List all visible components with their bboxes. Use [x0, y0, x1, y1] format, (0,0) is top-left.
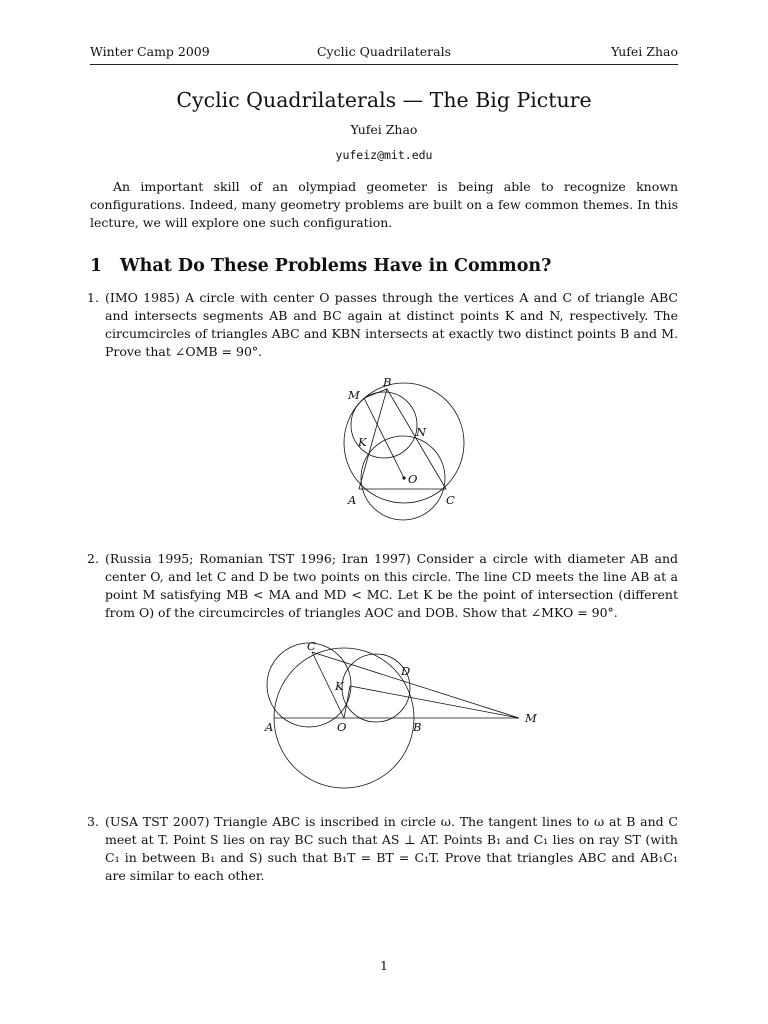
section-heading [90, 256, 551, 276]
author-name: Yufei Zhao [350, 122, 418, 137]
segment-mo [364, 398, 404, 478]
problem-text: (IMO 1985) A circle with center O passes through the vertices A and C of triangle ABC and intersects segments AB and BC again at distinct points K and N, respectively. The circumcircles of triangles ABC and KBN intersects at exactly two distinct points B and M. Prove that ∠OMB = 90°. [105, 290, 678, 359]
circumcircle-dob [342, 654, 410, 722]
label-b: B [413, 720, 422, 734]
center-o-dot [402, 476, 405, 479]
label-o: O [408, 472, 418, 486]
page-number: 1 [380, 958, 388, 973]
label-c: C [307, 640, 316, 653]
header-center: Cyclic Quadrilaterals [316, 44, 452, 59]
figure-2-diagram [255, 640, 555, 790]
problem-item [87, 813, 678, 885]
problem-item [87, 289, 678, 361]
header-rule [90, 64, 678, 65]
problem-text: (USA TST 2007) Triangle ABC is inscribed in circle ω. The tangent lines to ω at B and C meet at T. Point S lies on ray BC such that AS ⊥ AT. Points B₁ and C₁ lies on ray ST (with C₁ in between B₁ and S) such that B₁T = BT = C₁T. Prove that triangles ABC and AB₁C₁ are similar to each other. [105, 814, 678, 883]
problem-number: 2. [87, 551, 99, 566]
label-n: N [416, 425, 427, 439]
label-k: K [335, 679, 344, 693]
figure-1-diagram [330, 376, 470, 526]
label-k: K [358, 435, 367, 449]
section-title: What Do These Problems Have in Common? [120, 256, 552, 276]
label-b: B [383, 376, 392, 389]
triangle-abc [359, 389, 446, 489]
section-number: 1 [90, 256, 103, 276]
intro-paragraph: An important skill of an olympiad geometer is being able to recognize known configurations. Indeed, many geometry problems are built on a few common themes. In this lecture, we will explore one such configuration. [90, 179, 678, 230]
header-left: Winter Camp 2009 [90, 44, 210, 59]
header-right: Yufei Zhao [611, 44, 678, 59]
paper-title: Cyclic Quadrilaterals — The Big Picture [176, 88, 592, 112]
label-a: A [265, 720, 274, 734]
label-m: M [525, 711, 537, 725]
label-m: M [348, 388, 360, 402]
label-d: D [401, 664, 411, 678]
label-a: A [348, 493, 357, 507]
running-header [90, 44, 678, 62]
label-o: O [337, 720, 347, 734]
problem-number: 1. [87, 290, 99, 305]
problem-text: (Russia 1995; Romanian TST 1996; Iran 1997) Consider a circle with diameter AB and center O, and let C and D be two points on this circle. The line CD meets the line AB at a point M satisfying MB < MA and MD < MC. Let K be the point of intersection (different from O) of the circumcircles of triangles AOC and DOB. Show that ∠MKO = 90°. [105, 551, 678, 620]
problem-item [87, 550, 678, 622]
author-email: yufeiz@mit.edu [335, 148, 433, 162]
label-c: C [446, 493, 455, 507]
problem-number: 3. [87, 814, 99, 829]
